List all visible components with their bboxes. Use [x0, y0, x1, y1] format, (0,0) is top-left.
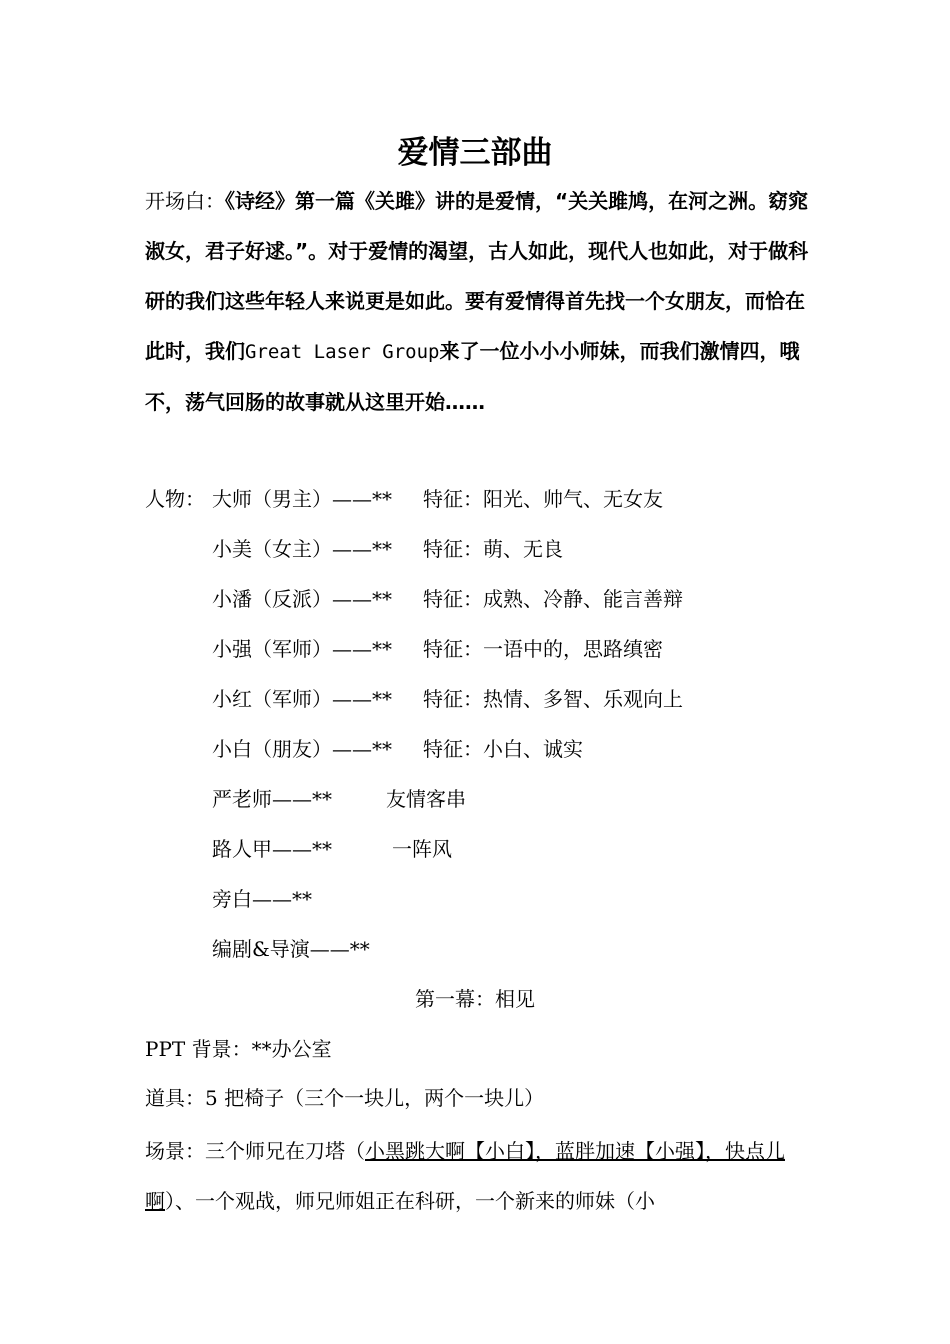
- cast-role: 小潘（反派）——**: [212, 587, 392, 611]
- cast-feature: 特征：小白、诚实: [423, 737, 583, 761]
- cast-note: 友情客串: [386, 787, 466, 811]
- document-title: 爱情三部曲: [397, 135, 553, 171]
- cast-label: 人物：: [145, 487, 205, 511]
- opening-label: 开场白：: [145, 189, 225, 213]
- cast-role: 大师（男主）——**: [212, 487, 392, 511]
- act-heading: 第一幕：相见: [415, 987, 535, 1011]
- cast-feature: 特征：阳光、帅气、无女友: [423, 487, 663, 511]
- scene-paragraph: [145, 1126, 830, 1226]
- cast-role: 小美（女主）——**: [212, 537, 392, 561]
- cast-role: 路人甲——**: [212, 837, 332, 861]
- cast-note: 一阵风: [392, 837, 452, 861]
- opening-text-part1: 《诗经》第一篇《关雎》讲的是爱情，“关关雎鸠，在河之洲。窈窕淑女，君子好逑。”。对于爱情的渴望，古人如此，现代人也如此，对于做科研的我们这些年轻人来说更是如此。要有爱情得首先找一个女朋友，而恰在此时，我们: [145, 189, 809, 363]
- cast-role: 小红（军师）——**: [212, 687, 392, 711]
- cast-feature: 特征：成熟、冷静、能言善辩: [423, 587, 683, 611]
- props-line: 道具：5 把椅子（三个一块儿，两个一块儿）: [145, 1086, 545, 1110]
- group-name: Great Laser Group: [245, 341, 440, 363]
- cast-feature: 特征：热情、多智、乐观向上: [423, 687, 683, 711]
- scene-dialogue-underlined: 小黑跳大啊【小白】，蓝胖加速【小强】，快点儿啊: [145, 1139, 785, 1213]
- opening-paragraph: [145, 176, 810, 427]
- opening-text-part2: 来了一位小小小师妹，而我们激情四，哦不，荡气回肠的故事就从这里开始……: [145, 339, 800, 414]
- cast-role: 编剧&导演——**: [212, 937, 370, 961]
- ppt-background-line: PPT 背景：**办公室: [145, 1037, 332, 1061]
- scene-text-pre: 场景：三个师兄在刀塔（: [145, 1139, 365, 1163]
- scene-text-post: ）、一个观战，师兄师姐正在科研，一个新来的师妹（小: [165, 1189, 655, 1213]
- cast-role: 严老师——**: [212, 787, 332, 811]
- cast-feature: 特征：一语中的，思路缜密: [423, 637, 663, 661]
- cast-feature: 特征：萌、无良: [423, 537, 563, 561]
- cast-role: 小白（朋友）——**: [212, 737, 392, 761]
- cast-role: 旁白——**: [212, 887, 312, 911]
- cast-role: 小强（军师）——**: [212, 637, 392, 661]
